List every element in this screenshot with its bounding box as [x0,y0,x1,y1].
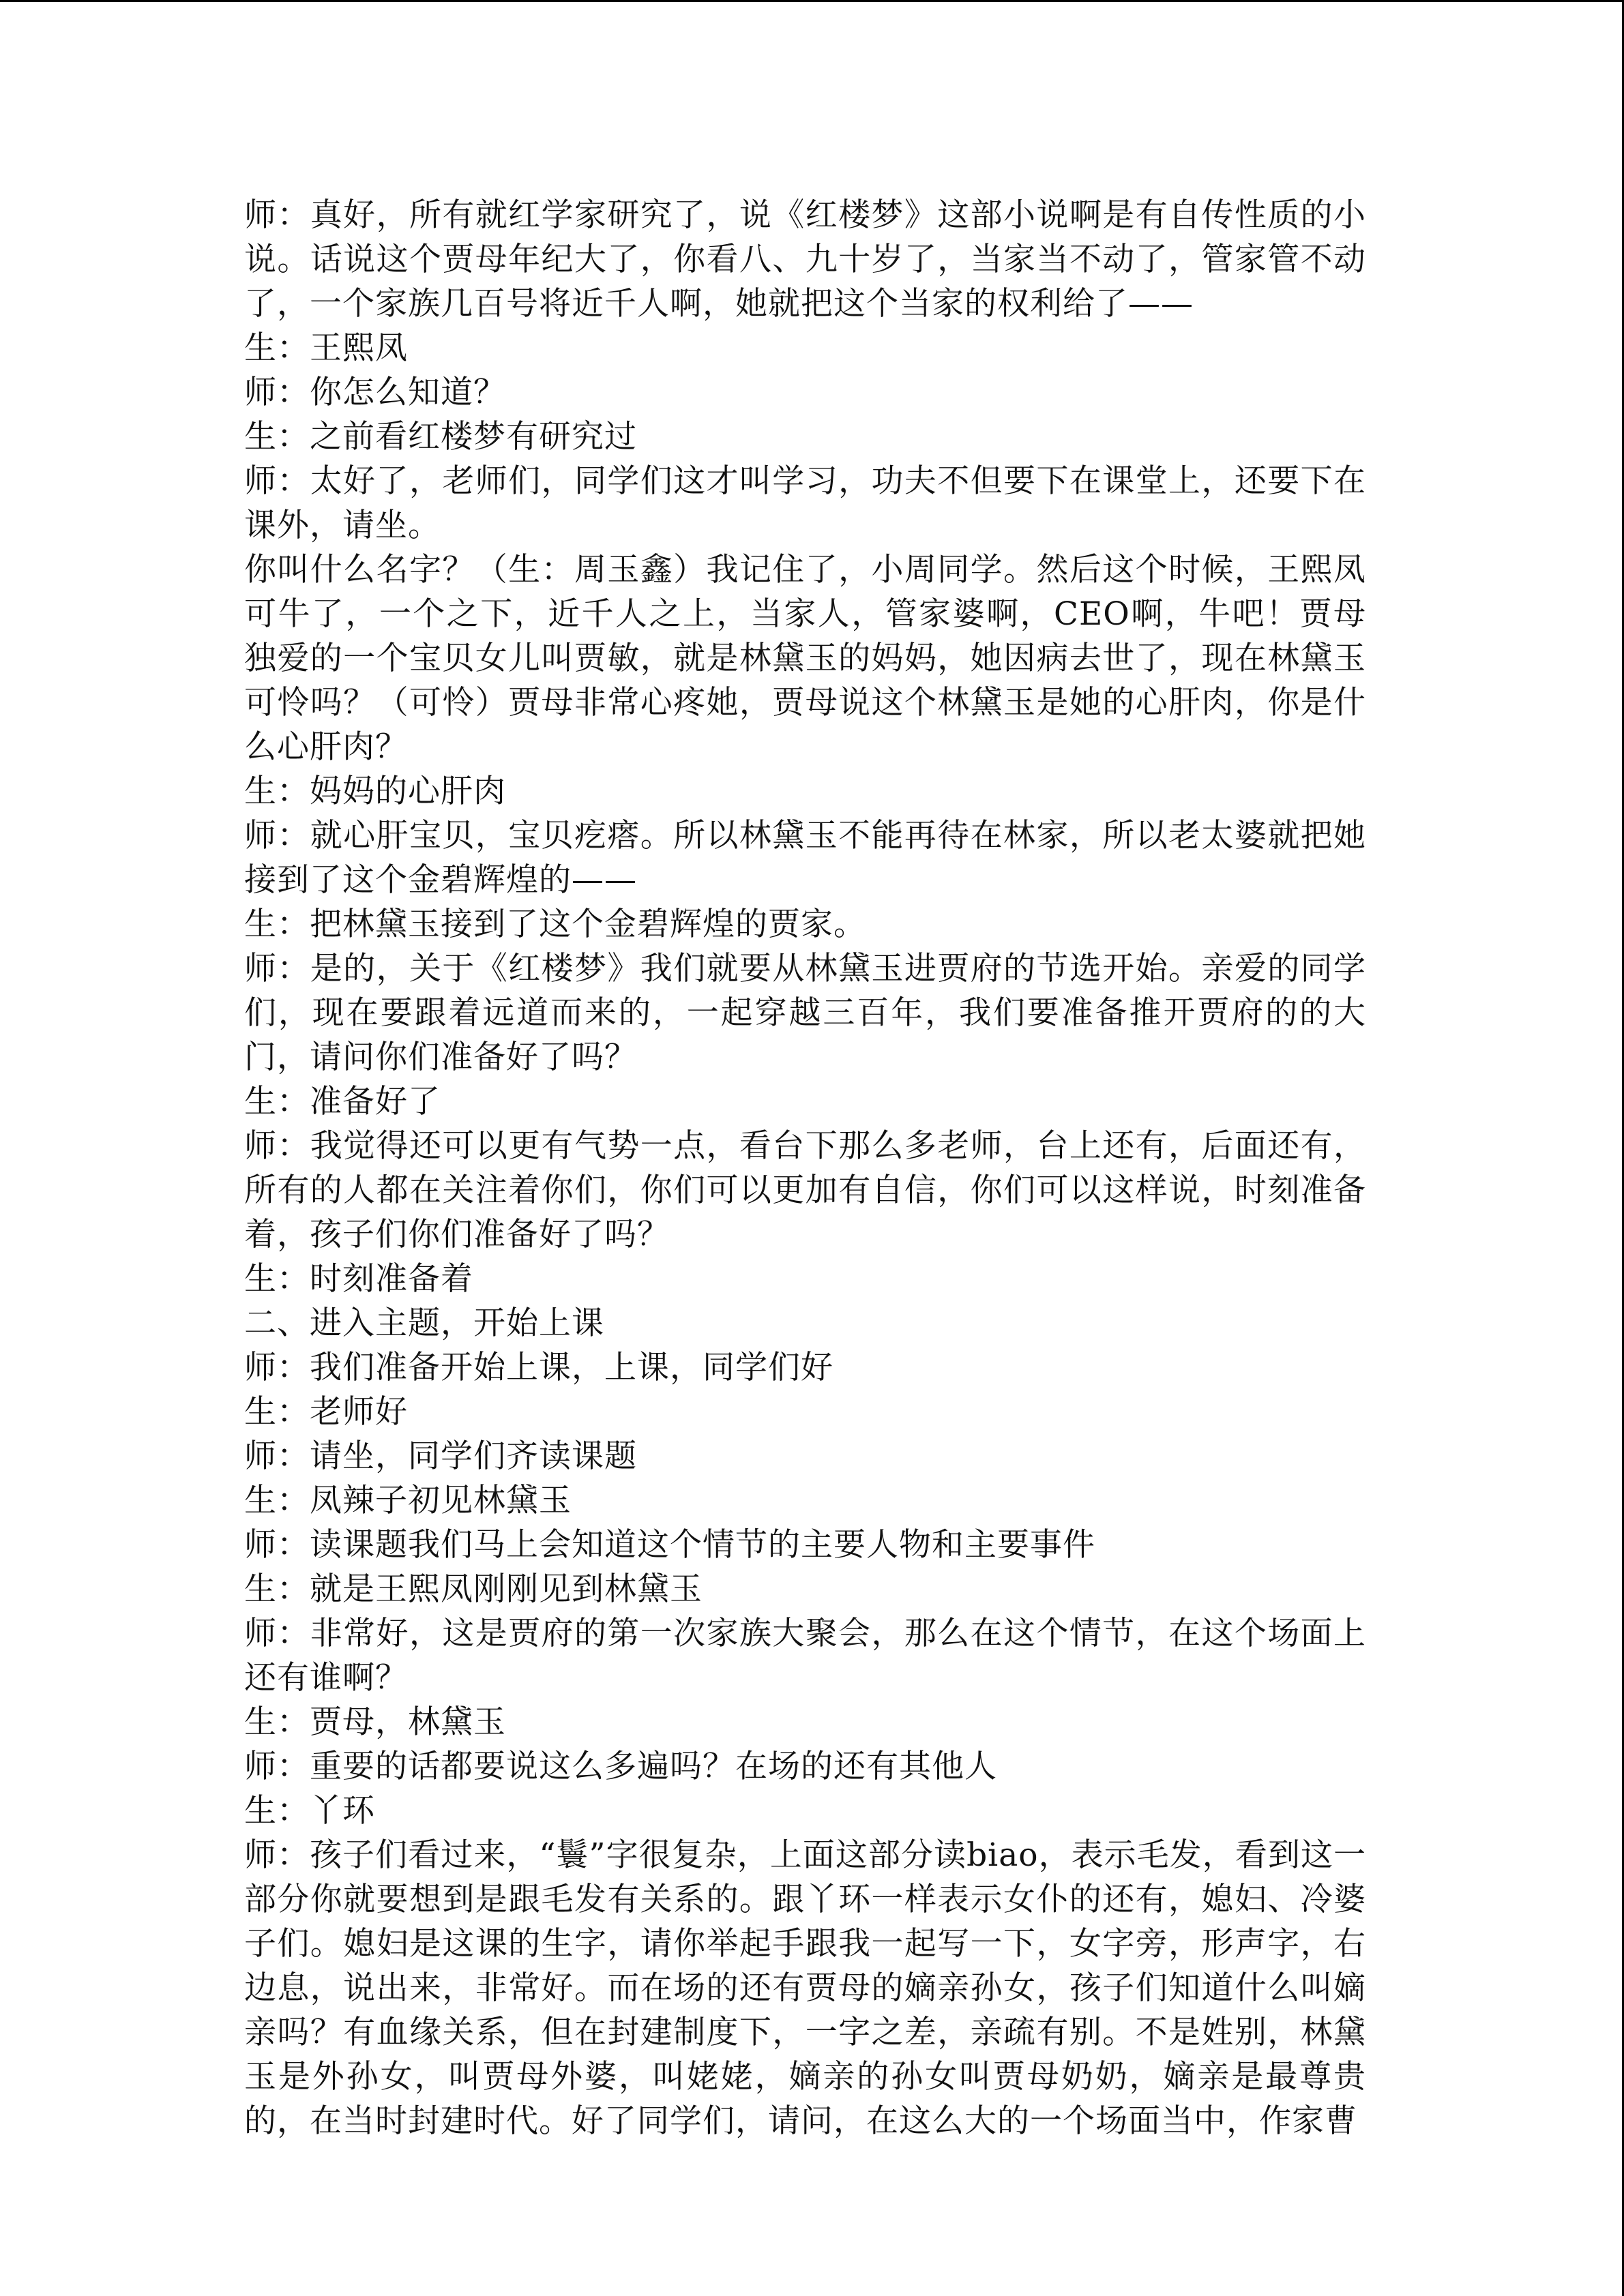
paragraph: 师：孩子们看过来，“鬟”字很复杂，上面这部分读biao，表示毛发，看到这一部分你就要想到是跟毛发有关系的。跟丫环一样表示女仆的还有，媳妇、冷婆子们。媳妇是这课的生字，请你举起手跟我一起写一下，女字旁，形声字，右边息，说出来，非常好。而在场的还有贾母的嫡亲孙女，孩子们知道什么叫嫡亲吗？有血缘关系，但在封建制度下，一字之差，亲疏有别。不是姓别，林黛玉是外孙女，叫贾母外婆，叫姥姥，嫡亲的孙女叫贾母奶奶，嫡亲是最尊贵的，在当时封建时代。好了同学们，请问，在这么大的一个场面当中，作家曹 [244,1836,1366,2140]
paragraph: 生：老师好 [244,1393,408,1431]
paragraph: 生：王熙凤 [244,329,408,367]
page-top-border [0,0,1624,2]
paragraph: 师：你怎么知道？ [244,374,506,411]
paragraph: 生：把林黛玉接到了这个金碧辉煌的贾家。 [244,906,866,943]
paragraph: 师：我觉得还可以更有气势一点，看台下那么多老师，台上还有，后面还有，所有的人都在关注着你们，你们可以更加有自信，你们可以这样说，时刻准备着，孩子们你们准备好了吗？ [244,1127,1366,1253]
paragraph: 生：之前看红楼梦有研究过 [244,418,637,456]
paragraph: 生：丫环 [244,1792,375,1830]
paragraph: 生：妈妈的心肝肉 [244,773,506,810]
section-heading: 二、进入主题，开始上课 [244,1304,604,1342]
paragraph: 师：重要的话都要说这么多遍吗？在场的还有其他人 [244,1748,997,1785]
paragraph: 师：就心肝宝贝，宝贝疙瘩。所以林黛玉不能再待在林家，所以老太婆就把她接到了这个金碧辉煌的—— [244,817,1366,899]
document-body [244,193,1366,2143]
paragraph: 生：凤辣子初见林黛玉 [244,1482,572,1519]
paragraph: 师：读课题我们马上会知道这个情节的主要人物和主要事件 [244,1526,1095,1564]
paragraph: 师：是的，关于《红楼梦》我们就要从林黛玉进贾府的节选开始。亲爱的同学们，现在要跟着远道而来的，一起穿越三百年，我们要准备推开贾府的的大门，请问你们准备好了吗？ [244,950,1366,1076]
paragraph: 师：我们准备开始上课，上课，同学们好 [244,1349,833,1386]
paragraph: 师：非常好，这是贾府的第一次家族大聚会，那么在这个情节，在这个场面上还有谁啊？ [244,1615,1366,1697]
paragraph: 师：真好，所有就红学家研究了，说《红楼梦》这部小说啊是有自传性质的小说。话说这个贾母年纪大了，你看八、九十岁了，当家当不动了，管家管不动了，一个家族几百号将近千人啊，她就把这个当家的权利给了—— [244,196,1366,323]
paragraph: 你叫什么名字？（生：周玉鑫）我记住了，小周同学。然后这个时候，王熙凤可牛了，一个之下，近千人之上，当家人，管家婆啊，CEO啊，牛吧！贾母独爱的一个宝贝女儿叫贾敏，就是林黛玉的妈妈，她因病去世了，现在林黛玉可怜吗？（可怜）贾母非常心疼她，贾母说这个林黛玉是她的心肝肉，你是什么心肝肉？ [244,551,1366,766]
paragraph: 生：贾母，林黛玉 [244,1703,506,1741]
paragraph: 生：就是王熙凤刚刚见到林黛玉 [244,1570,703,1608]
paragraph: 师：太好了，老师们，同学们这才叫学习，功夫不但要下在课堂上，还要下在课外，请坐。 [244,462,1366,544]
paragraph: 生：时刻准备着 [244,1260,473,1298]
paragraph: 生：准备好了 [244,1083,441,1120]
paragraph: 师：请坐，同学们齐读课题 [244,1437,637,1475]
